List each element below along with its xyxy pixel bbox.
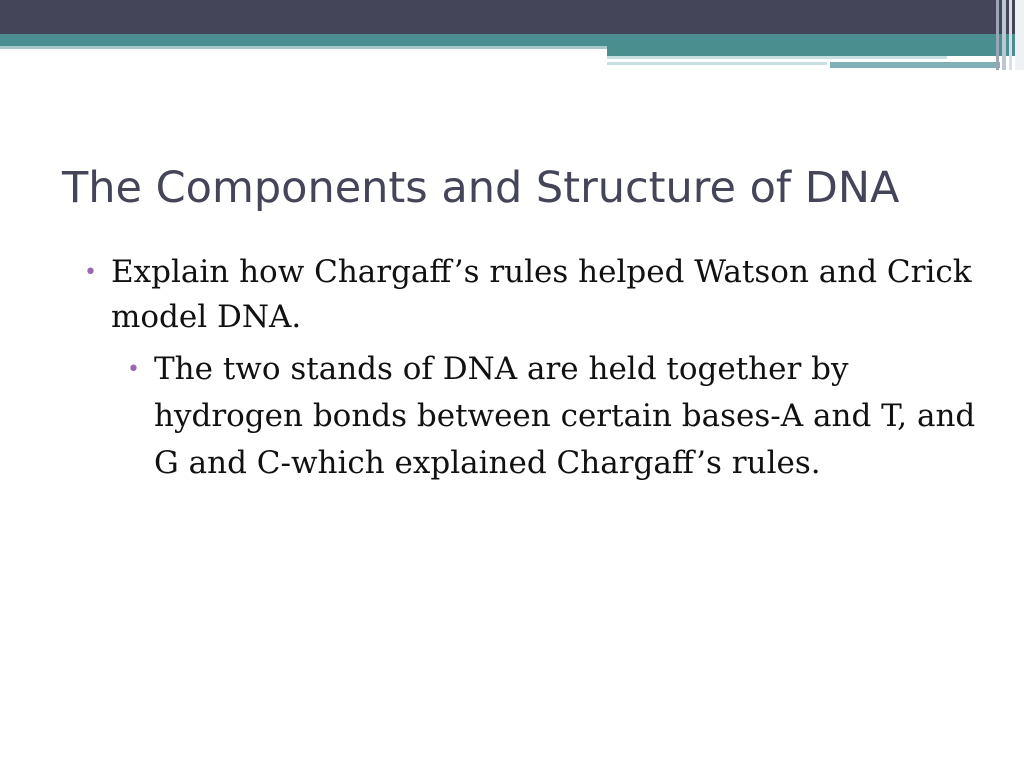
stripe [996,0,999,70]
stripe [1002,0,1006,70]
header-light-line [0,46,607,49]
stripe [1009,0,1012,70]
header-right-line [607,62,827,65]
sub-bullet-item [127,346,999,487]
slide-title: The Components and Structure of DNA [62,163,900,213]
header-teal-bar [0,34,1024,46]
sub-bullet-text: The two stands of DNA are held together by hydrogen bonds between certain bases-A and T, and G and C-which explained Chargaff’s rules. [154,351,976,481]
header-right-line [830,62,1000,68]
header-stripes [994,0,1024,70]
stripe [1015,0,1024,70]
header-right-line [607,56,947,59]
bullet-icon: • [127,357,140,382]
bullet-item [84,250,999,340]
header-dark-bar [0,0,1024,34]
bullet-icon: • [84,260,97,285]
bullet-text: Explain how Chargaff’s rules helped Watson and Crick model DNA. [111,254,972,335]
slide-body [84,250,999,487]
header-right-teal-block [607,46,1024,56]
